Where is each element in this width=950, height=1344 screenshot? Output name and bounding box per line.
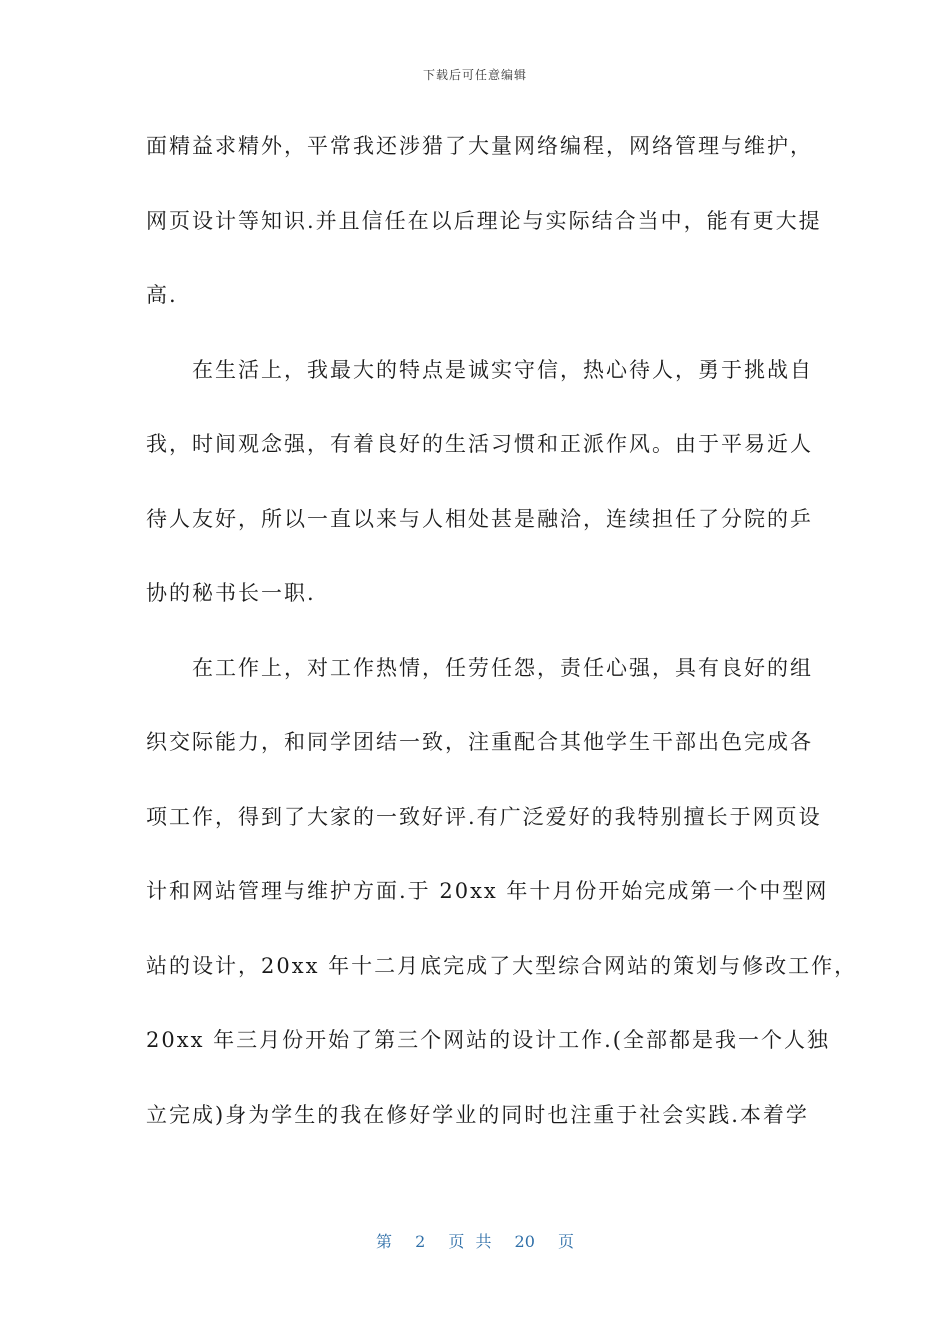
footer-prefix: 第: [375, 1232, 392, 1251]
text-line: 协的秘书长一职.: [146, 581, 316, 605]
footer-current-page: 2: [415, 1232, 426, 1251]
text-line: 面精益求精外，平常我还涉猎了大量网络编程，网络管理与维护，: [146, 134, 813, 158]
text-line: 立完成)身为学生的我在修好学业的同时也注重于社会实践.本着学: [146, 1102, 809, 1127]
text-line: 待人友好，所以一直以来与人相处甚是融洽，连续担任了分院的乒: [146, 506, 813, 531]
text-line: 网页设计等知识.并且信任在以后理论与实际结合当中，能有更大提: [146, 208, 822, 233]
text-line: 高.: [146, 283, 178, 307]
footer-total-pages: 20: [514, 1232, 535, 1251]
text-line: 在生活上，我最大的特点是诚实守信，热心待人，勇于挑战自: [192, 357, 813, 382]
page-footer: [0, 1229, 950, 1252]
body-text: [146, 124, 858, 1167]
footer-suffix: 页: [558, 1232, 575, 1251]
text-line: 项工作，得到了大家的一致好评.有广泛爱好的我特别擅长于网页设: [146, 804, 822, 829]
text-line: 20xx 年三月份开始了第三个网站的设计工作.(全部都是我一个人独: [146, 1028, 830, 1052]
footer-middle: 页 共: [448, 1232, 492, 1251]
text-line: 织交际能力，和同学团结一致，注重配合其他学生干部出色完成各: [146, 730, 813, 754]
text-line: 在工作上，对工作热情，任劳任怨，责任心强，具有良好的组: [192, 655, 813, 680]
text-line: 计和网站管理与维护方面.于 20xx 年十月份开始完成第一个中型网: [146, 879, 829, 903]
page-header: 下载后可任意编辑: [422, 68, 527, 82]
text-line: 我，时间观念强，有着良好的生活习惯和正派作风。由于平易近人: [146, 432, 813, 456]
text-line: 站的设计，20xx 年十二月底完成了大型综合网站的策划与修改工作，: [146, 953, 858, 978]
